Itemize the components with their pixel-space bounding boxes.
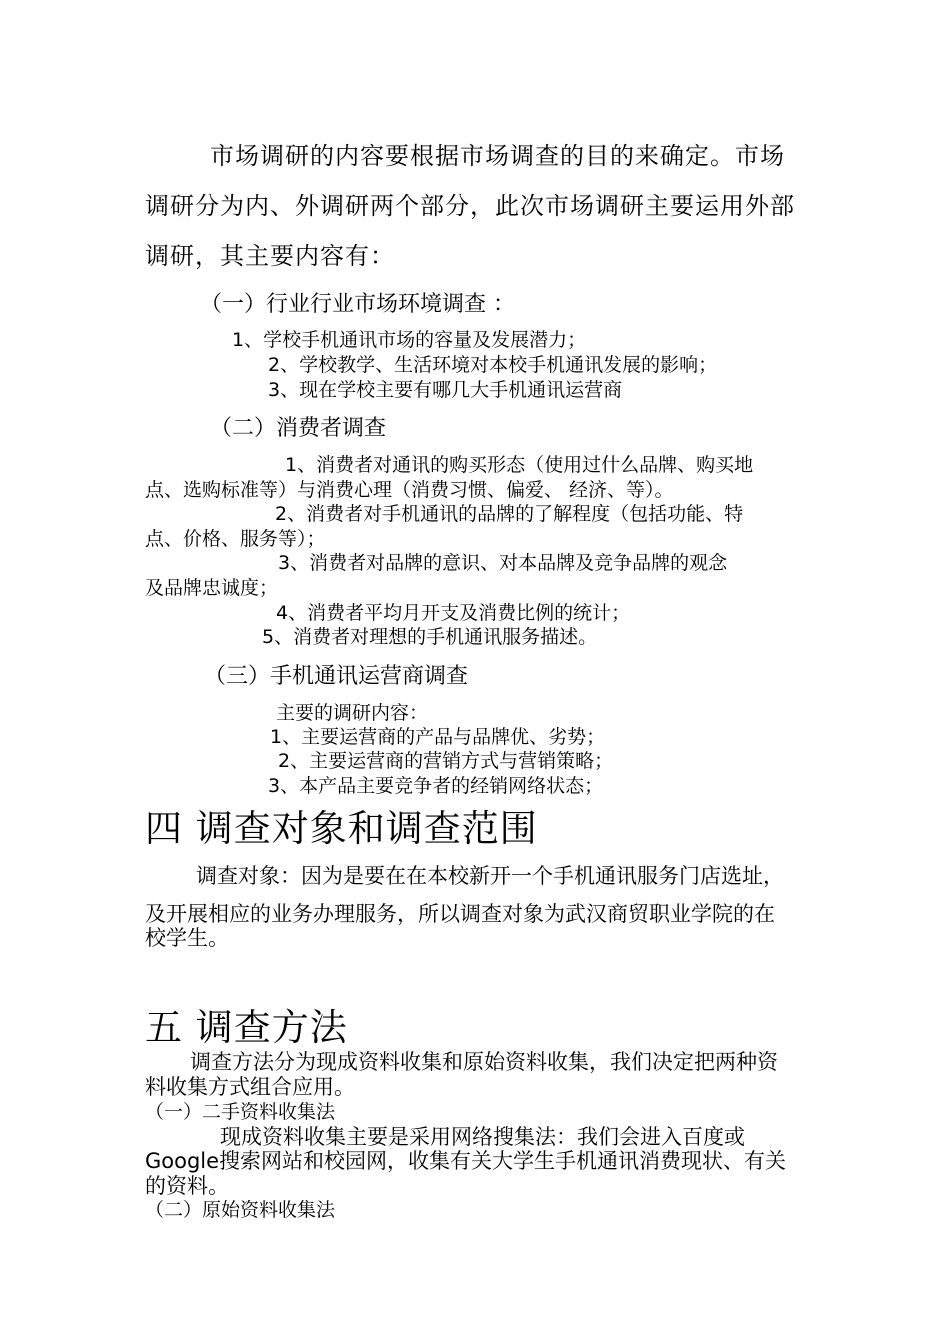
chapter5-line-1: 调查方法分为现成资料收集和原始资料收集，我们决定把两种资: [190, 1050, 778, 1074]
section3-item-1: 1、主要运营商的产品与品牌优、劣势；: [270, 726, 606, 748]
chapter4-title: 四 调查对象和调查范围: [145, 807, 538, 850]
chapter5-sub1-line-3: 的资料。: [145, 1174, 229, 1198]
intro-line-3: 调研，其主要内容有：: [145, 242, 395, 270]
chapter5-sub1-heading: （一）二手资料收集法: [145, 1101, 336, 1123]
section3-item-3: 3、本产品主要竞争者的经销网络状态；: [268, 775, 604, 797]
chapter5-line-2: 料收集方式组合应用。: [145, 1075, 355, 1099]
chapter5-title: 五 调查方法: [145, 1006, 348, 1049]
section3-heading: （三）手机通讯运营商调查: [204, 664, 469, 689]
section2-line-7: 4、消费者平均月开支及消费比例的统计；: [276, 602, 631, 624]
chapter5-sub1-line-1: 现成资料收集主要是采用网络搜集法：我们会进入百度或: [220, 1125, 745, 1149]
section1-item-3: 3、现在学校主要有哪几大手机通讯运营商: [268, 379, 623, 401]
section2-line-6: 及品牌忠诚度；: [145, 577, 279, 599]
section2-line-8: 5、消费者对理想的手机通讯服务描述。: [262, 626, 598, 648]
section2-line-2: 点、选购标准等）与消费心理（消费习惯、偏爱、 经济、等）。: [145, 479, 674, 501]
intro-line-2: 调研分为内、外调研两个部分，此次市场调研主要运用外部: [145, 192, 795, 220]
section1-item-2: 2、学校教学、生活环境对本校手机通讯发展的影响；: [268, 354, 718, 376]
section2-line-3: 2、消费者对手机通讯的品牌的了解程度（包括功能、特: [275, 503, 744, 525]
section1-heading: （一）行业行业市场环境调查 ：: [200, 292, 515, 317]
section2-line-4: 点、价格、服务等）；: [145, 528, 326, 550]
section2-line-5: 3、消费者对品牌的意识、对本品牌及竞争品牌的观念: [278, 552, 728, 574]
section3-intro: 主要的调研内容：: [276, 702, 429, 724]
chapter4-line-2: 及开展相应的业务办理服务，所以调查对象为武汉商贸职业学院的在: [145, 902, 775, 926]
section3-item-2: 2、主要运营商的营销方式与营销策略；: [278, 750, 614, 772]
section1-item-1: 1、学校手机通讯市场的容量及发展潜力；: [232, 329, 587, 351]
chapter4-line-1: 调查对象：因为是要在在本校新开一个手机通讯服务门店选址，: [196, 864, 784, 888]
section2-line-1: 1、消费者对通讯的购买形态（使用过什么品牌、购买地: [285, 454, 754, 476]
chapter5-sub1-line-2: Google搜索网站和校园网，收集有关大学生手机通讯消费现状、有关: [145, 1149, 787, 1173]
chapter4-line-3: 校学生。: [145, 926, 229, 950]
section2-heading: （二）消费者调查: [210, 416, 387, 441]
chapter5-sub2-heading: （二）原始资料收集法: [145, 1199, 336, 1221]
intro-line-1: 市场调研的内容要根据市场调查的目的来确定。市场: [210, 142, 785, 170]
